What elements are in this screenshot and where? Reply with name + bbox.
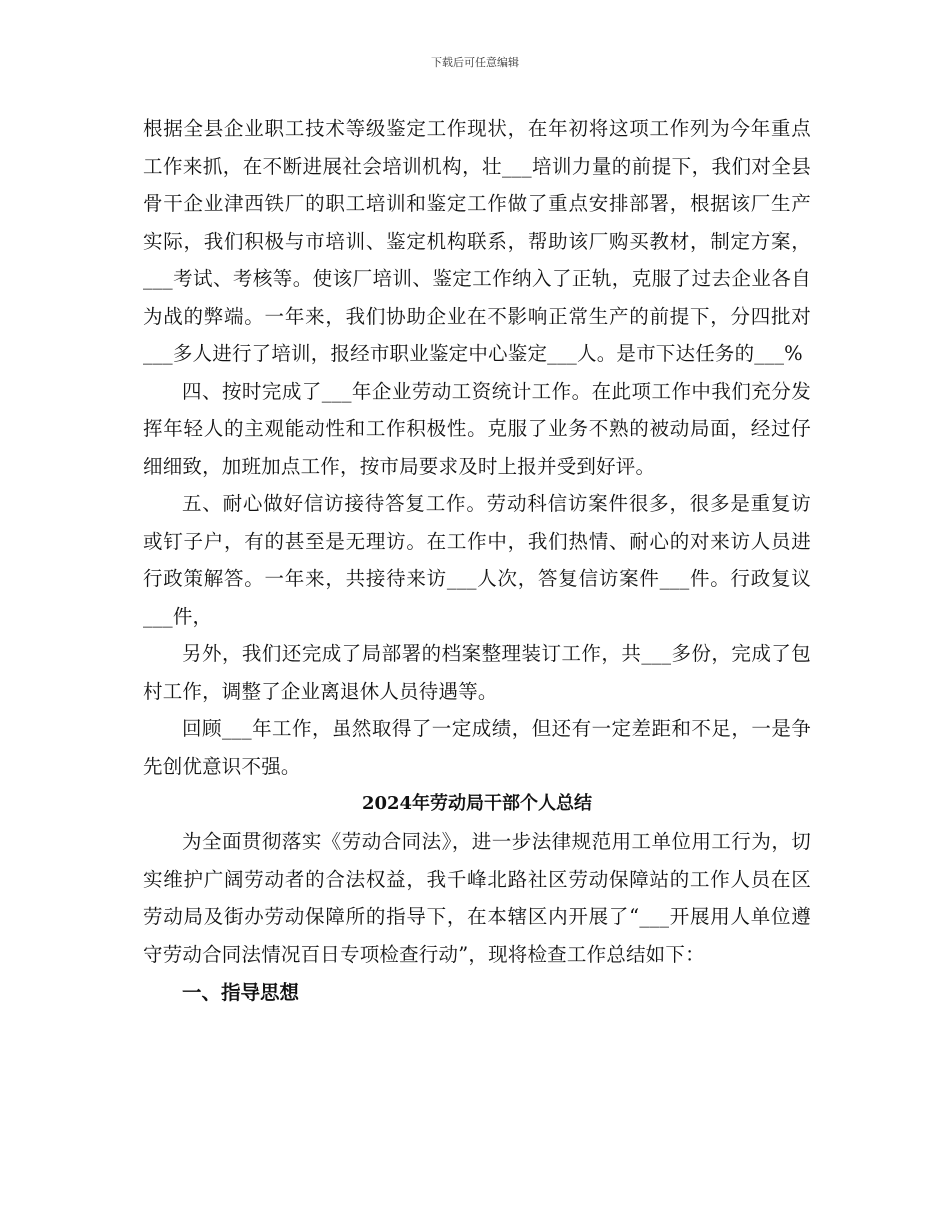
paragraph-training-appraisal: 根据全县企业职工技术等级鉴定工作现状，在年初将这项工作列为今年重点工作来抓，在不断进展社会培训机构，壮___培训力量的前提下，我们对全县骨干企业津西铁厂的职工培训和鉴定工作做了重点安排部署，根据该厂生产实际，我们积极与市培训、鉴定机构联系，帮助该厂购买教材，制定方案，___考试、考核等。使该厂培训、鉴定工作纳入了正轨，克服了过去企业各自为战的弊端。一年来，我们协助企业在不影响正常生产的前提下，分四批对___多人进行了培训，报经市职业鉴定中心鉴定___人。是市下达任务的___% (143, 117, 811, 365)
paragraph-introduction: 为全面贯彻落实《劳动合同法》，进一步法律规范用工单位用工行为，切实维护广阔劳动者的合法权益，我千峰北路社区劳动保障站的工作人员在区劳动局及街办劳动保障所的指导下，在本辖区内开展了“___开展用人单位遵守劳动合同法情况百日专项检查行动”，现将检查工作总结如下： (143, 830, 811, 966)
section-heading: 一、指导思想 (182, 981, 300, 1004)
document-title: 2024年劳动局干部个人总结 (361, 793, 593, 814)
document-body (143, 110, 811, 1013)
paragraph-additional-work: 另外，我们还完成了局部署的档案整理装订工作，共___多份，完成了包村工作，调整了企业离退休人员待遇等。 (143, 642, 811, 703)
page-header: 下载后可任意编辑 (431, 56, 519, 69)
paragraph-petition-work: 五、耐心做好信访接待答复工作。劳动科信访案件很多，很多是重复访或钉子户，有的甚至是无理访。在工作中，我们热情、耐心的对来访人员进行政策解答。一年来，共接待来访___人次，答复信访案件___件。行政复议___件， (143, 492, 811, 628)
paragraph-wage-statistics: 四、按时完成了___年企业劳动工资统计工作。在此项工作中我们充分发挥年轻人的主观能动性和工作积极性。克服了业务不熟的被动局面，经过仔细细致，加班加点工作，按市局要求及时上报并受到好评。 (143, 379, 811, 478)
paragraph-review: 回顾___年工作，虽然取得了一定成绩，但还有一定差距和不足，一是争先创优意识不强。 (143, 717, 811, 778)
